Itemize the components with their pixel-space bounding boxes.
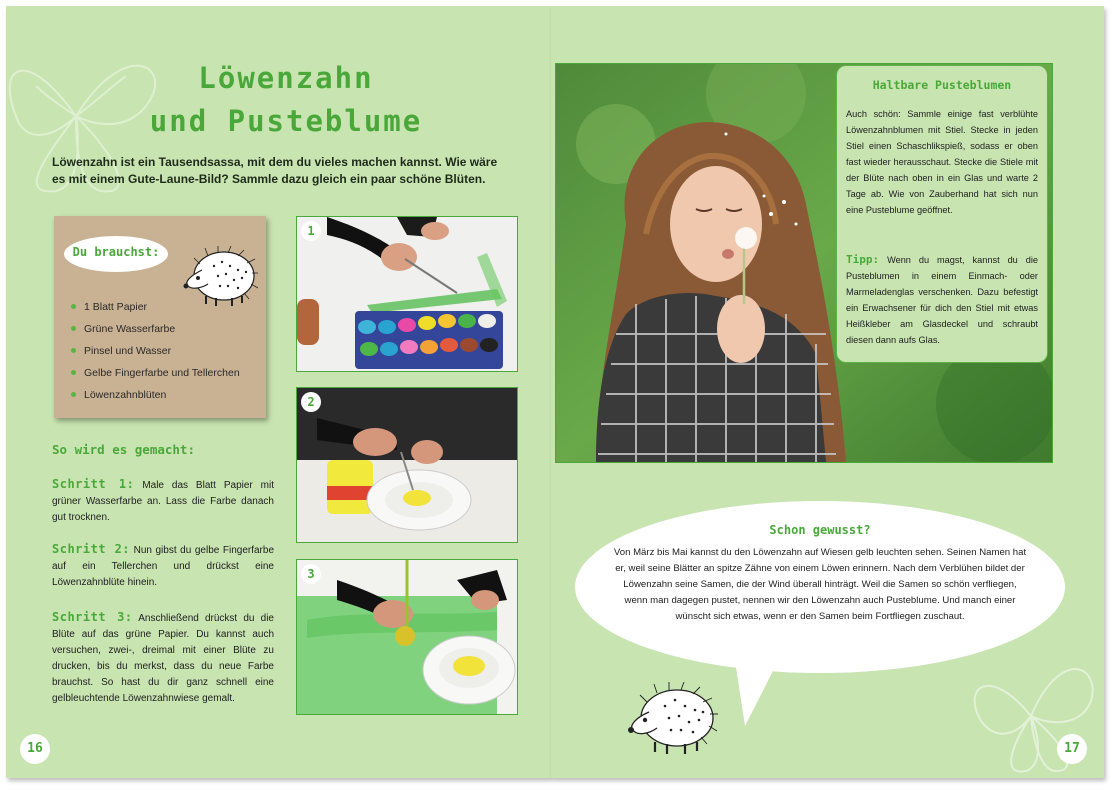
list-item: Gelbe Fingerfarbe und Tellerchen (70, 366, 240, 388)
step-label: Schritt 2: (52, 542, 131, 556)
step-2 (52, 541, 274, 591)
page-number: 16 (20, 734, 50, 764)
step-number-badge: 1 (301, 221, 321, 241)
step-text: Nun gibst du gelbe Fingerfarbe auf ein Tellerchen und drückst eine Löwenzahnblüte hinein. (52, 545, 275, 588)
fact-heading: Schon gewusst? (769, 523, 871, 537)
materials-heading: Du brauchst: (72, 245, 160, 259)
list-item: Grüne Wasserfarbe (70, 322, 240, 344)
instructions-heading: So wird es gemacht: (52, 442, 195, 457)
step-label: Schritt 3: (52, 610, 133, 624)
page-number: 17 (1057, 734, 1087, 764)
list-item: 1 Blatt Papier (70, 300, 240, 322)
watercolor-painting-image (297, 217, 517, 371)
step-1 (52, 476, 274, 526)
step-text: Anschließend drückst du die Blüte auf das grüne Papier. Du kannst auch versuchen, zwei-, dreimal mit einer Blüte zu drucken, bis du merkst, dass du neue Farbe brauchst. So hast du dir ganz schnell eine gelbleuchtende Löwenzahnwiese gemalt. (52, 613, 274, 704)
hedgehog-icon (180, 246, 258, 308)
tip-text: Wenn du magst, kannst du die Pusteblumen in einem Einmach- oder Marmeladenglas verschenken. Dazu befestigt ein Erwachsener für dich den Stiel mit etwas Heißkleber am Glasdeckel und schraubt diesen dann aufs Glas. (846, 255, 1038, 345)
list-item: Pinsel und Wasser (70, 344, 240, 366)
tip-label: Tipp: (846, 253, 880, 266)
yellow-paint-image (297, 388, 517, 542)
step-3 (52, 609, 274, 707)
tip-box-text: Auch schön: Sammle einige fast verblühte Löwenzahnblumen mit Stiel. Stecke in jeden Stiel einen Schaschlikspieß, sodass er oben fast wieder herausschaut. Stecke die Stiele mit der Blüte nach oben in ein Glas und warte 2 Tage ab. Wie von Zauberhand hat sich nun eine Pusteblume geöffnet. (846, 109, 1038, 215)
step-photo-1 (296, 216, 518, 372)
fact-text: Von März bis Mai kannst du den Löwenzahn auf Wiesen gelb leuchten sehen. Seinen Namen hat er, weil seine Blätter an spitze Zähne von einem Löwen erinnern. Nach dem Verblühen bildet der Löwenzahn seine Samen, die der Wind überall hinträgt. Weil die Samen so schön verfliegen, wenn man dagegen pustet, nennen wir den Löwenzahn auch Pusteblume. Und manch einer wünscht sich etwas, wenn er den Samen beim Fortfliegen zuschaut. (613, 547, 1027, 622)
step-number-badge: 3 (301, 564, 321, 584)
tip-box (836, 65, 1048, 363)
flower-printing-image (297, 560, 517, 714)
materials-box (54, 216, 266, 418)
left-page (6, 6, 551, 778)
right-page (551, 6, 1104, 778)
step-photo-3 (296, 559, 518, 715)
list-item: Löwenzahnblüten (70, 388, 240, 410)
materials-list (70, 300, 240, 410)
page-title-line2: und Pusteblume (149, 104, 423, 138)
intro-text: Löwenzahn ist ein Tausendsassa, mit dem du vieles machen kannst. Wie wäre es mit einem Gute-Laune-Bild? Sammle dazu gleich ein paar schöne Blüten. (52, 155, 498, 186)
step-label: Schritt 1: (52, 477, 135, 491)
step-photo-2 (296, 387, 518, 543)
step-number-badge: 2 (301, 392, 321, 412)
materials-heading-bubble (64, 236, 168, 272)
tip-paragraph (846, 252, 1038, 348)
hedgehog-icon (625, 682, 721, 760)
tip-box-heading: Haltbare Pusteblumen (872, 78, 1012, 92)
page-title-line1: Löwenzahn (198, 61, 374, 95)
step-text: Male das Blatt Papier mit grüner Wasserfarbe an. Lass die Farbe danach gut trocknen. (52, 480, 275, 523)
